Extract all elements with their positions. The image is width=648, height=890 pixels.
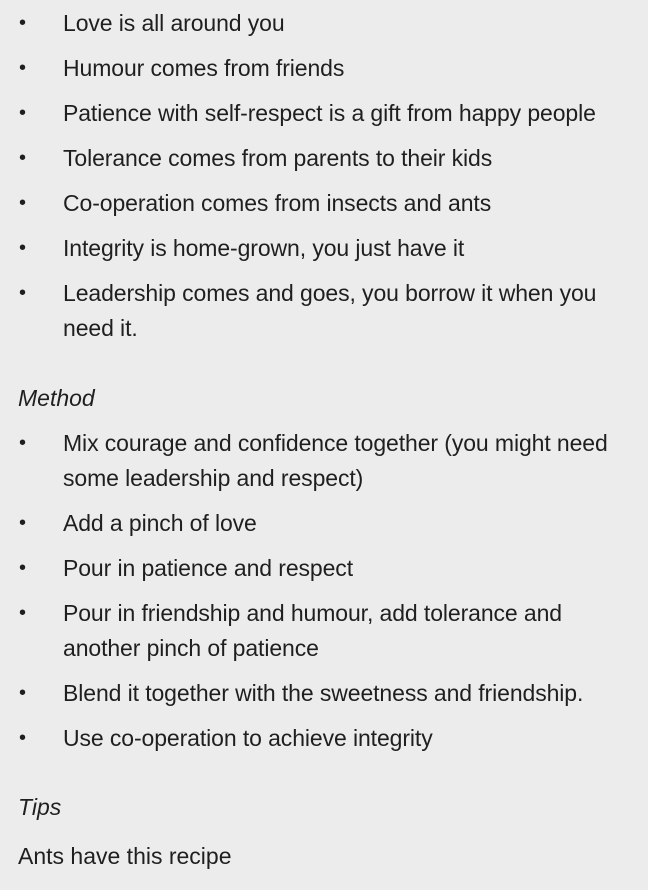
method-step-text: Mix courage and confidence together (you might need some leadership and respect) bbox=[63, 430, 608, 491]
bullet-icon: • bbox=[19, 12, 26, 34]
method-step-text: Use co-operation to achieve integrity bbox=[63, 725, 433, 751]
bullet-icon: • bbox=[19, 237, 26, 259]
list-item bbox=[0, 51, 648, 86]
bullet-icon: • bbox=[19, 432, 26, 454]
ingredient-text: Humour comes from friends bbox=[63, 55, 345, 81]
tips-heading: Tips bbox=[18, 794, 62, 820]
ingredient-text: Co-operation comes from insects and ants bbox=[63, 190, 492, 216]
bullet-icon: • bbox=[19, 147, 26, 169]
bullet-icon: • bbox=[19, 557, 26, 579]
method-step-text: Pour in friendship and humour, add tolerance and another pinch of patience bbox=[63, 600, 562, 661]
list-item bbox=[0, 141, 648, 176]
bullet-icon: • bbox=[19, 57, 26, 79]
ingredient-text: Integrity is home-grown, you just have it bbox=[63, 235, 465, 261]
method-heading: Method bbox=[18, 385, 95, 411]
list-item bbox=[0, 551, 648, 586]
bullet-icon: • bbox=[19, 282, 26, 304]
list-item bbox=[0, 596, 648, 666]
bullet-icon: • bbox=[19, 192, 26, 214]
ingredients-list bbox=[0, 6, 648, 356]
method-step-text: Blend it together with the sweetness and friendship. bbox=[63, 680, 584, 706]
method-step-text: Pour in patience and respect bbox=[63, 555, 354, 581]
ingredient-text: Tolerance comes from parents to their kids bbox=[63, 145, 493, 171]
bullet-icon: • bbox=[19, 512, 26, 534]
method-list bbox=[0, 426, 648, 766]
list-item bbox=[0, 506, 648, 541]
list-item bbox=[0, 231, 648, 266]
ingredient-text: Leadership comes and goes, you borrow it when you need it. bbox=[63, 280, 597, 341]
list-item bbox=[0, 276, 648, 346]
bullet-icon: • bbox=[19, 602, 26, 624]
tips-text: Ants have this recipe bbox=[18, 843, 232, 869]
list-item bbox=[0, 186, 648, 221]
list-item bbox=[0, 676, 648, 711]
bullet-icon: • bbox=[19, 102, 26, 124]
ingredient-text: Love is all around you bbox=[63, 10, 285, 36]
method-step-text: Add a pinch of love bbox=[63, 510, 257, 536]
list-item bbox=[0, 6, 648, 41]
list-item bbox=[0, 721, 648, 756]
bullet-icon: • bbox=[19, 682, 26, 704]
bullet-icon: • bbox=[19, 727, 26, 749]
list-item bbox=[0, 96, 648, 131]
ingredient-text: Patience with self-respect is a gift from happy people bbox=[63, 100, 596, 126]
list-item bbox=[0, 426, 648, 496]
